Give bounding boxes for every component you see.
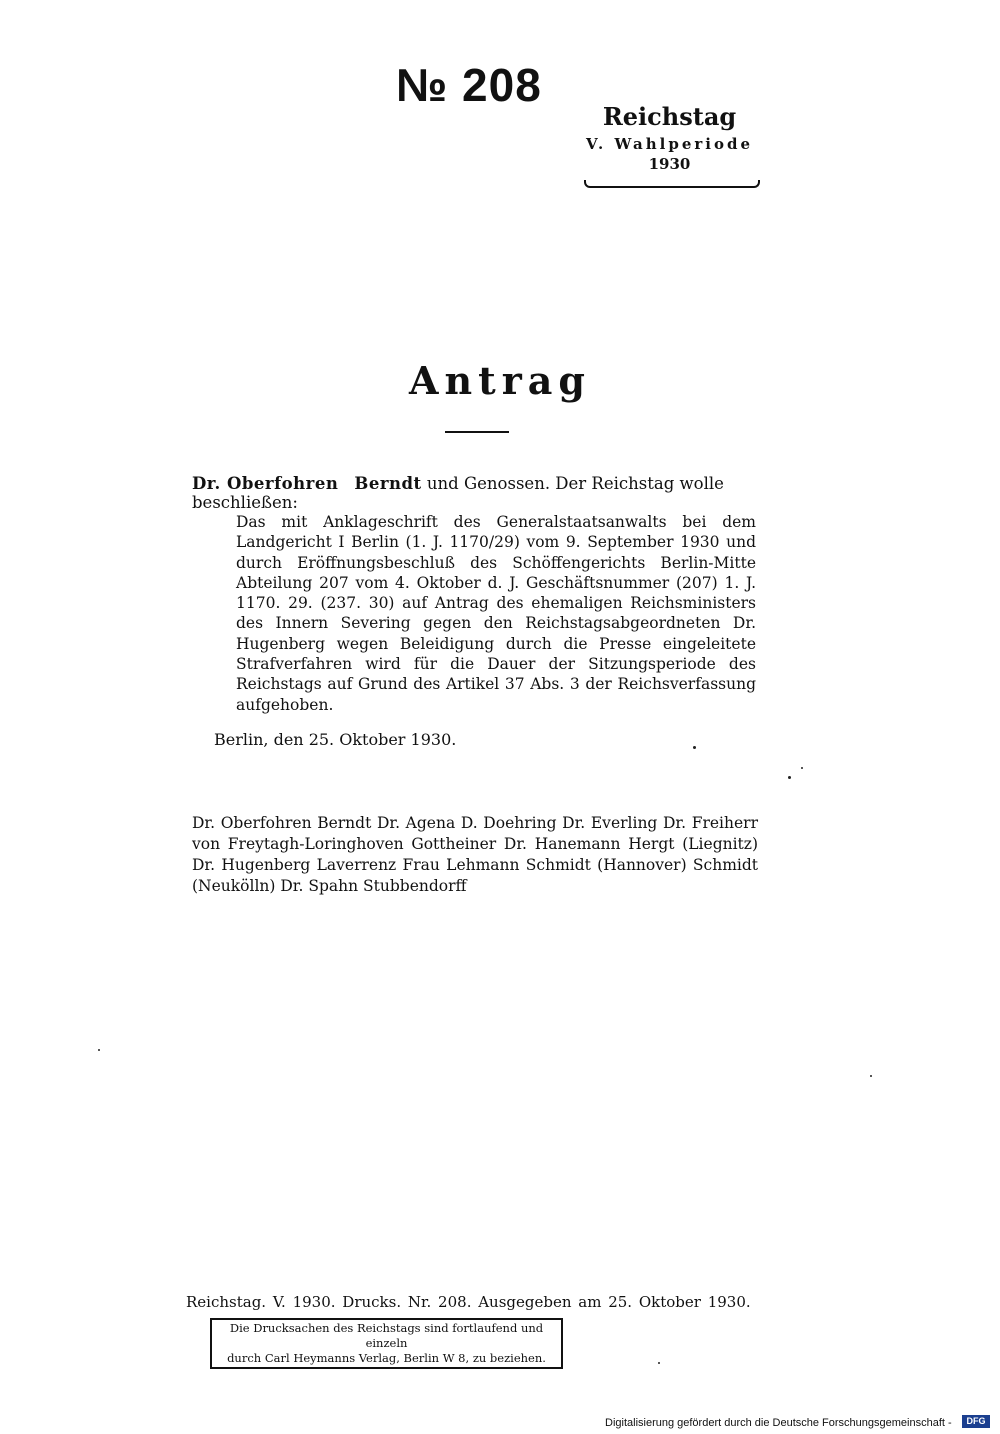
motion-body: Das mit Anklageschrift des Generalstaatsanwalts bei dem Landgericht I Berlin (1. J. 1170/29) vom 9. September 1930 und durch Eröffnungsbeschluß des Schöffengerichts Berlin-Mitte Abteilung 207 vom 4. Oktober d. J. Geschäftsnummer (207) 1. J. 1170. 29. (237. 30) auf Antrag des ehemaligen Reichsministers des Innern Severing gegen den Reichstagsabgeordneten Dr. Hugenberg wegen Beleidigung durch die Presse eingeleitete Strafverfahren wird für die Dauer der Sitzungsperiode des Reichstags auf Grund des Artikel 37 Abs. 3 der Reichsverfassung aufgehoben.: [236, 513, 756, 714]
publisher-notice: [210, 1318, 563, 1369]
document-number: № 208: [396, 59, 542, 111]
reichstag-box: [582, 102, 757, 173]
title-divider: [445, 431, 509, 433]
scan-speck: [870, 1075, 872, 1077]
applicant-2: Berndt: [354, 474, 422, 493]
dfg-logo: DFG: [962, 1415, 990, 1428]
notice-line-2: durch Carl Heymanns Verlag, Berlin W 8, zu beziehen.: [227, 1351, 546, 1365]
digitization-credit: Digitalisierung gefördert durch die Deutsche Forschungsgemeinschaft -: [605, 1417, 952, 1429]
scan-speck: [693, 746, 696, 749]
footer-line: Reichstag. V. 1930. Drucks. Nr. 208. Ausgegeben am 25. Oktober 1930.: [186, 1293, 751, 1311]
scan-speck: [801, 767, 803, 769]
wahlperiode-label: V. Wahlperiode: [586, 135, 753, 153]
scan-speck: [658, 1362, 660, 1364]
scan-speck: [98, 1049, 100, 1051]
signatories: Dr. Oberfohren Berndt Dr. Agena D. Doehring Dr. Everling Dr. Freiherr von Freytagh-Loringhoven Gottheiner Dr. Hanemann Hergt (Liegnitz) Dr. Hugenberg Laverrenz Frau Lehmann Schmidt (Hannover) Schmidt (Neukölln) Dr. Spahn Stubbendorff: [192, 814, 758, 895]
date-line: Berlin, den 25. Oktober 1930.: [214, 730, 457, 749]
page-title: Antrag: [409, 358, 591, 403]
intro-line: [192, 474, 758, 512]
applicant-1: Dr. Oberfohren: [192, 474, 339, 493]
notice-line-1: Die Drucksachen des Reichstags sind fortlaufend und einzeln: [229, 1321, 544, 1350]
scan-speck: [788, 776, 791, 779]
reichstag-box-underline: [584, 180, 760, 188]
year-label: 1930: [648, 155, 691, 173]
reichstag-label: Reichstag: [602, 102, 737, 131]
intro-rest: und Genossen. Der Reichstag wolle beschließen:: [192, 474, 724, 512]
